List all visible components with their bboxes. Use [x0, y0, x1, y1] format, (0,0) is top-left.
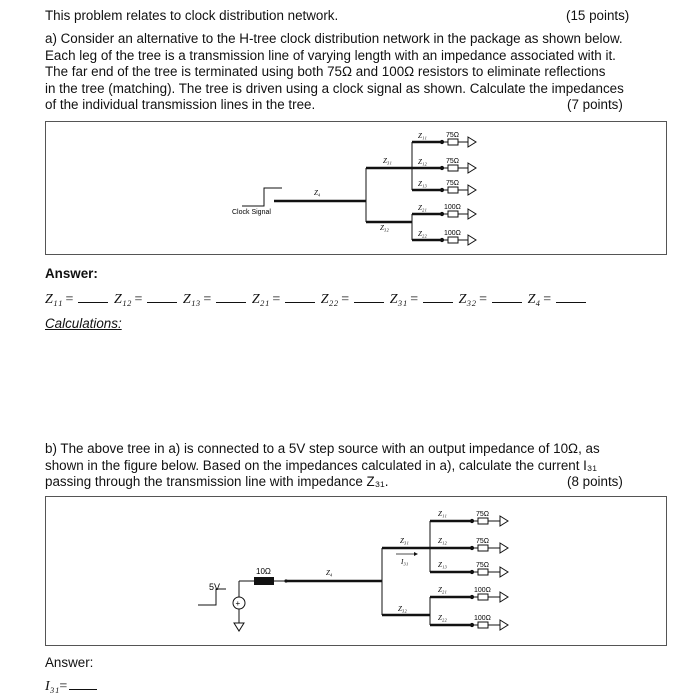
answer-blank[interactable] — [285, 292, 315, 303]
answer-blank[interactable] — [556, 292, 586, 303]
answer-blank[interactable] — [216, 292, 246, 303]
answer-term: Z₂₂ — [320, 292, 339, 307]
answer-b-label: Answer: — [45, 655, 94, 670]
answer-term: Z₁₃ — [182, 292, 201, 307]
figure-a — [45, 121, 667, 255]
ground-icon — [468, 235, 476, 245]
figure-b-diagram — [46, 497, 666, 645]
label-z13: Z₁₃ — [418, 180, 427, 188]
source-voltage: 5V — [209, 582, 221, 592]
label-z12: Z₁₂ — [418, 158, 427, 166]
total-points: (15 points) — [566, 8, 630, 23]
res-z11: 75Ω — [446, 132, 460, 139]
label-z11: Z₁₁ — [418, 132, 427, 140]
calculations-label: Calculations: — [45, 316, 122, 331]
part-a-line: in the tree (matching). The tree is driven using a clock signal as shown. Calculate the impedances — [45, 80, 624, 96]
ground-icon — [234, 623, 244, 631]
figure-b — [45, 496, 667, 646]
ground-icon — [468, 185, 476, 195]
part-a-line: The far end of the tree is terminated using both 75Ω and 100Ω resistors to eliminate reflections — [45, 64, 606, 79]
ground-icon — [500, 543, 508, 553]
label-z4: Z₄ — [326, 569, 333, 577]
ground-icon — [500, 567, 508, 577]
res-z22: 100Ω — [474, 615, 491, 622]
answer-a-label: Answer: — [45, 266, 98, 281]
label-z13: Z₁₃ — [438, 561, 447, 569]
part-a-text — [45, 31, 665, 114]
label-z31: Z₃₁ — [400, 537, 409, 545]
svg-text:+: + — [235, 599, 241, 608]
part-a-line: a) Consider an alternative to the H-tree clock distribution network in the package as shown below. — [45, 31, 623, 46]
part-b-line: b) The above tree in a) is connected to a 5V step source with an output impedance of 10Ω, as — [45, 441, 600, 456]
ground-icon — [500, 516, 508, 526]
part-b-line: shown in the figure below. Based on the impedances calculated in a), calculate the current I₃₁ — [45, 457, 597, 473]
clock-signal-label: Clock Signal — [232, 209, 271, 216]
answer-blank[interactable] — [147, 292, 177, 303]
part-a-points: (7 points) — [567, 97, 623, 112]
part-a-line: Each leg of the tree is a transmission line of varying length with an impedance associated with it. — [45, 47, 616, 63]
source-resistor-label: 10Ω — [256, 567, 271, 576]
res-z13: 75Ω — [476, 562, 490, 569]
label-z22: Z₂₂ — [438, 614, 447, 622]
label-z21: Z₂₁ — [418, 204, 427, 212]
answer-a-row: Z₁₁ = Z₁₂ = Z₁₃ = Z₂₁ = Z₂₂ = Z₃₁ = Z₃₂ = Z₄ = — [45, 292, 588, 308]
part-b-points: (8 points) — [567, 474, 623, 489]
ground-icon — [500, 592, 508, 602]
answer-term: Z₂₁ — [251, 292, 270, 307]
part-b-text — [45, 441, 665, 491]
res-z12: 75Ω — [446, 158, 460, 165]
answer-b-row: I₃₁= — [45, 679, 99, 695]
res-z13: 75Ω — [446, 180, 460, 187]
answer-term: Z₃₁ — [389, 292, 408, 307]
ground-icon — [500, 620, 508, 630]
source-resistor — [254, 577, 274, 585]
answer-blank[interactable] — [492, 292, 522, 303]
label-z21: Z₂₁ — [438, 586, 447, 594]
answer-term: Z₁₁ — [45, 292, 63, 307]
answer-b-blank[interactable] — [69, 679, 97, 690]
answer-term: Z₄ — [527, 292, 541, 307]
figure-a-diagram — [46, 122, 666, 254]
label-i31: I₃₁ — [401, 558, 409, 566]
label-z22: Z₂₂ — [418, 230, 427, 238]
res-z12: 75Ω — [476, 538, 490, 545]
part-a-line: of the individual transmission lines in the tree. (7 points) — [45, 97, 623, 112]
res-z21: 100Ω — [474, 587, 491, 594]
answer-term: Z₁₂ — [113, 292, 132, 307]
label-z32: Z₃₂ — [380, 224, 389, 232]
answer-blank[interactable] — [354, 292, 384, 303]
answer-blank[interactable] — [423, 292, 453, 303]
answer-b-term: I₃₁ — [45, 679, 60, 694]
res-z11: 75Ω — [476, 511, 490, 518]
res-z22: 100Ω — [444, 230, 461, 237]
label-z11: Z₁₁ — [438, 510, 447, 518]
label-z32: Z₃₂ — [398, 605, 407, 613]
answer-blank[interactable] — [78, 292, 108, 303]
problem-intro: This problem relates to clock distribution network. — [45, 8, 339, 23]
ground-icon — [468, 137, 476, 147]
label-z31: Z₃₁ — [383, 157, 392, 165]
ground-icon — [468, 209, 476, 219]
label-z12: Z₁₂ — [438, 537, 447, 545]
label-z4: Z₄ — [314, 189, 321, 197]
ground-icon — [468, 163, 476, 173]
answer-term: Z₃₂ — [458, 292, 477, 307]
res-z21: 100Ω — [444, 204, 461, 211]
clock-step-icon — [242, 188, 282, 206]
part-b-line: passing through the transmission line with impedance Z₃₁. (8 points) — [45, 474, 623, 489]
